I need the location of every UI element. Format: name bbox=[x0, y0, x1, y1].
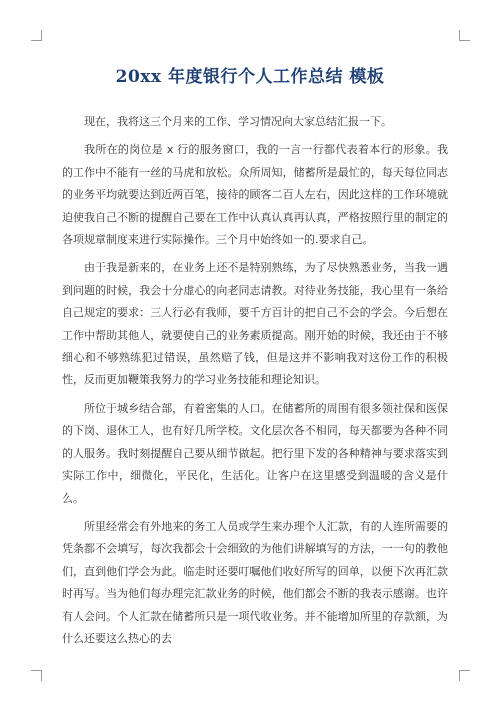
paragraph-location: 所位于城乡结合部，有着密集的人口。在储蓄所的周围有很多领社保和医保的下岗、退休工人，也有好几所学校。文化层次各不相同，每天都要为各种不同的人服务。我时刻提醒自己要从细节做起。把行里下发的各种精神与要求落实到实际工作中，细微化，平民化，生活化。让客户在这里感受到温暖的含义是什么。 bbox=[62, 401, 448, 505]
crop-mark-bottom-left bbox=[31, 670, 42, 681]
document-title: 20xx 年度银行个人工作总结 模板 bbox=[115, 67, 385, 87]
paragraph-position: 我所在的岗位是 x 行的服务窗口，我的一言一行都代表着本行的形象。我的工作中不能有一丝的马虎和放松。众所周知，储蓄所是最忙的，每天每位同志的业务平均就要达到近两百笔，接待的顾客二百人左右，因此这样的工作环境就迫使我自己不断的提醒自己要在工作中认真认真再认真，严格按照行里的制定的各项规章制度来进行实际操作。三个月中始终如一的.要求自己。 bbox=[62, 143, 448, 247]
document-body bbox=[62, 111, 448, 656]
crop-mark-bottom-right bbox=[459, 670, 470, 681]
crop-mark-top-right bbox=[459, 30, 470, 41]
paragraph-intro: 现在，我将这三个月来的工作、学习情况向大家总结汇报一下。 bbox=[84, 115, 392, 128]
crop-mark-top-left bbox=[31, 30, 42, 41]
paragraph-remittance: 所里经常会有外地来的务工人员或学生来办理个人汇款，有的人连所需要的凭条都不会填写，每次我都会十会细致的为他们讲解填写的方法，一一句的教他们，直到他们学会为此。临走时还要叮嘱他们收好所写的回单，以便下次再汇款时再写。当为他们每办理完汇款业务的时候，他们都会不断的我表示感谢。也许有人会问。个人汇款在储蓄所只是一项代收业务。并不能增加所里的存款额，为什么还要这么热心的去 bbox=[62, 519, 448, 645]
paragraph-learning: 由于我是新来的，在业务上还不是特别熟练，为了尽快熟悉业务，当我一遇到问题的时候，我会十分虚心的向老同志请教。对待业务技能，我心里有一条给自己规定的要求：三人行必有我师，要千方百计的把自己不会的学会。今后想在工作中帮助其他人，就要使自己的业务素质提高。刚开始的时候，我还由于不够细心和不够熟练犯过错误，虽然赔了钱，但是这并不影响我对这份工作的积极性，反而更加鞭策我努力的学习业务技能和理论知识。 bbox=[62, 261, 448, 387]
